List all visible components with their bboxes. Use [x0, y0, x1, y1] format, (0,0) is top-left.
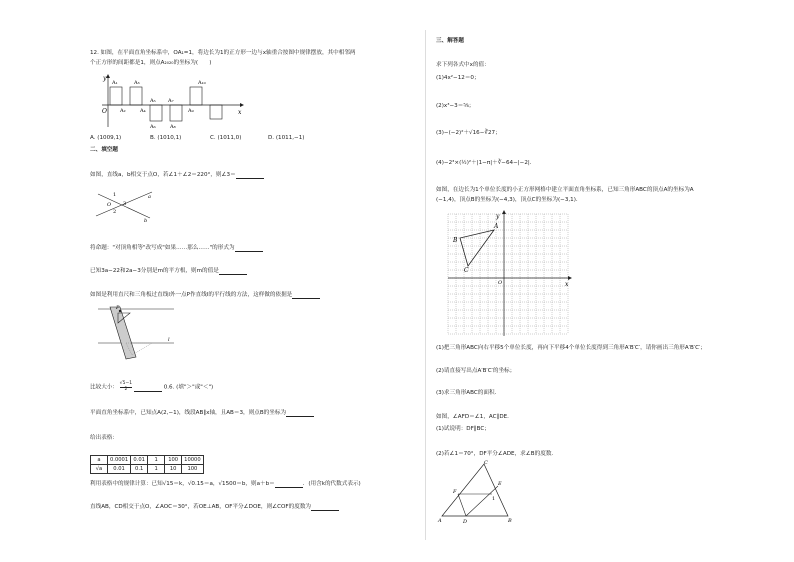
q12-label-a8: A₈	[170, 124, 176, 130]
fill-q4-fig-p: P	[116, 305, 120, 311]
q12-stem: 12. 如图，在平面直角坐标系中，OA₁=1，将边长为1的正方形一边与x轴重合按图中规律摆放，其中相邻两	[90, 50, 356, 56]
fill-q6-blank[interactable]	[286, 411, 314, 417]
table-cell: 1	[148, 465, 165, 474]
table-cell: 0.01	[131, 456, 148, 465]
fill-q1-fig-3: 3	[123, 201, 127, 207]
solve-q4-figure	[436, 458, 518, 524]
q12-label-a4: A₄	[140, 108, 146, 114]
solve-q3-fig-o: O	[498, 280, 503, 286]
fill-q7-table	[90, 455, 204, 474]
solve-q4-fig-f: F	[453, 489, 457, 495]
q12-origin: O	[102, 108, 107, 115]
q12-axis-x: x	[238, 109, 242, 116]
solve-q1-title: 求下列各式中x的值：	[436, 62, 490, 68]
fill-q7-suffix: ．(用含k的代数式表示)	[302, 481, 361, 487]
q12-stem-2: 个正方形的间距都是1，则点A₂₀₂₀的坐标为( )	[90, 60, 212, 66]
fill-q3	[90, 268, 247, 275]
fill-q1-fig-1: 1	[113, 192, 117, 198]
q12-label-a7: A₇	[168, 98, 174, 104]
table-cell: 0.01	[108, 465, 131, 474]
fill-q4-figure	[96, 303, 176, 361]
fill-q3-text: 已知3a−22和2a−3分别是m的平方根，则m的值是	[90, 268, 219, 274]
q12-option-d[interactable]: D. (1011,−1)	[268, 135, 305, 141]
fill-q8-blank[interactable]	[311, 505, 339, 511]
fill-q7	[90, 481, 361, 488]
fill-q1-fig-2: 2	[113, 209, 117, 215]
fill-q5	[90, 382, 213, 392]
table-cell: a	[91, 456, 108, 465]
q12-figure	[98, 72, 248, 130]
table-cell: 10	[165, 465, 182, 474]
fill-q4-text: 如图是利用直尺和三角板过直线l外一点P作直线l的平行线的方法，这样做的依据是	[90, 292, 293, 298]
q12-label-a2: A₂	[120, 108, 126, 114]
fill-q1-figure	[94, 186, 154, 222]
table-cell: √a	[91, 465, 108, 474]
q12-option-a[interactable]: A. (1009,1)	[90, 135, 122, 141]
solve-q2a: (3)−(−2)²＋√16−∛27；	[436, 130, 501, 136]
fill-q4	[90, 292, 320, 299]
solve-q2b: (4)−2³×(½)²＋|1−π|＋∛−64−|−2|．	[436, 160, 536, 166]
fill-q5-suffix: (填"＞"或"＜")	[176, 384, 214, 391]
fill-q8-text: 直线AB，CD相交于点O，∠AOC＝30°，若OE⊥AB，OF平分∠DOE，则∠COF的度数为	[90, 504, 312, 510]
solve-q3-fig-c: C	[464, 267, 469, 274]
fill-q7-blank[interactable]	[275, 482, 303, 488]
table-cell: 0.0001	[108, 456, 131, 465]
solve-q3c: (3)求三角形ABC的面积．	[436, 390, 501, 396]
fill-q5-blank[interactable]	[134, 386, 162, 392]
solve-q3-fig-x: x	[565, 281, 569, 288]
fill-q2-blank[interactable]	[235, 246, 263, 252]
table-cell: 100	[182, 465, 204, 474]
table-cell: 1	[148, 456, 165, 465]
solve-q3a: (1)把三角形ABC向右平移5个单位长度，再向下平移4个单位长度得到三角形A′B′C′，请你画出三角形A′B′C′；	[436, 345, 706, 351]
fill-q4-fig-l: l	[168, 337, 170, 343]
solve-q3-fig-y: y	[496, 213, 500, 220]
table-cell: 100	[165, 456, 182, 465]
solve-q3-grid-figure	[438, 208, 576, 340]
fill-q5-mid: 0.6.	[163, 384, 175, 391]
solve-q3-line1: 如图，在边长为1个单位长度的小正方形网格中建立平面直角坐标系，已知三角形ABC的顶点A的坐标为A	[436, 187, 694, 193]
solve-q3-fig-b: B	[453, 237, 458, 244]
fill-q4-blank[interactable]	[292, 293, 320, 299]
fill-q1-fig-a: a	[148, 194, 151, 200]
table-cell: 0.1	[131, 465, 148, 474]
solve-q1a: (1)4x²−12＝0；	[436, 75, 480, 81]
section2-title: 二、填空题	[90, 147, 118, 153]
fill-q5-frac-num: √5−1	[119, 381, 133, 386]
fill-q1-text: 如图，直线a，b相交于点O，若∠1＋∠2＝220°，则∠3＝	[90, 172, 236, 178]
solve-q4-fig-a: A	[438, 518, 442, 524]
solve-q4-fig-1: 1	[492, 496, 496, 502]
fill-q1	[90, 172, 264, 179]
q12-axis-y: y	[103, 75, 107, 82]
fill-q6	[90, 410, 314, 417]
q12-label-a6: A₆	[150, 124, 156, 130]
fill-q1-fig-b: b	[144, 218, 148, 222]
q12-option-c[interactable]: C. (1011,0)	[210, 135, 242, 141]
table-row	[91, 456, 204, 465]
solve-q4-fig-c: C	[484, 460, 488, 466]
q12-option-b[interactable]: B. (1010,1)	[150, 135, 182, 141]
solve-q3b: (2)请直接写出点A′B′C′的坐标；	[436, 368, 516, 374]
fill-q2-text: 将命题："对顶角相等"改写成"如果……那么……"的形式为	[90, 245, 235, 251]
q12-label-a3: A₃	[134, 80, 140, 86]
table-cell: 10000	[182, 456, 204, 465]
fill-q2	[90, 245, 263, 252]
solve-q4-fig-b: B	[508, 518, 512, 524]
fill-q5-prefix: 比较大小：	[90, 384, 118, 391]
solve-q4-line2: (1)试说明：DF∥BC；	[436, 426, 490, 432]
q12-label-a10: A₁₀	[198, 80, 206, 86]
solve-q4-line3: (2)若∠1＝70°，DF平分∠ADE，求∠B的度数．	[436, 451, 558, 457]
q12-label-a1: A₁	[112, 80, 118, 86]
fill-q6-text: 平面直角坐标系中，已知点A(2,−1)，线段AB∥x轴，且AB＝3，则点B的坐标为	[90, 410, 287, 416]
table-row	[91, 465, 204, 474]
fill-q7-title: 给出表格：	[90, 435, 118, 441]
solve-q1b: (2)x³−3＝⅝；	[436, 103, 475, 109]
fill-q7-text: 利用表格中的规律计算：已知√15＝k，√0.15＝a，√1500＝b，则a＋b＝	[90, 481, 275, 487]
fill-q5-frac-den: 2	[124, 386, 128, 392]
section3-title: 三、解答题	[436, 38, 464, 44]
fill-q1-blank[interactable]	[236, 173, 264, 179]
solve-q3-fig-a: A	[494, 223, 499, 230]
solve-q4-fig-e: E	[498, 481, 502, 487]
q12-label-a9: A₉	[188, 108, 194, 114]
solve-q4-fig-d: D	[463, 519, 468, 524]
fill-q8	[90, 504, 339, 511]
fill-q1-fig-o: O	[107, 202, 112, 208]
fill-q3-blank[interactable]	[219, 269, 247, 275]
solve-q3-line2: (−1,4)，顶点B的坐标为(−4,3)，顶点C的坐标为(−3,1)．	[436, 197, 582, 203]
solve-q4-line1: 如图，∠AFD＝∠1，AC∥DE．	[436, 414, 513, 420]
column-divider	[425, 30, 426, 540]
q12-label-a5: A₅	[150, 98, 156, 104]
